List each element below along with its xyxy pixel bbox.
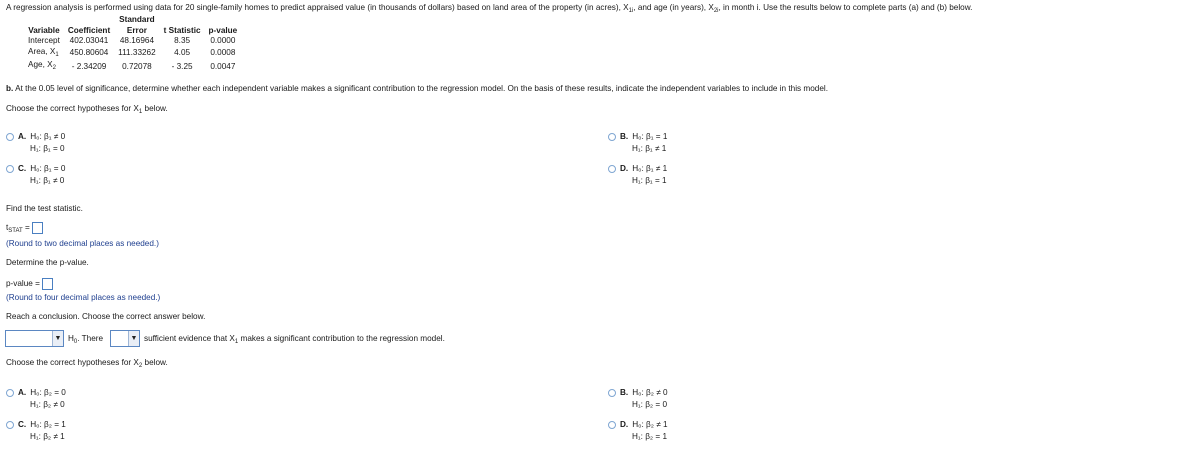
option-letter: B. [620, 388, 629, 397]
option-h1: H₁: β₁ = 0 [30, 144, 65, 153]
intro-sub-1: 1i [628, 8, 634, 14]
header-coefficient: Coefficient [67, 25, 111, 35]
x2-option-d[interactable] [608, 419, 668, 443]
find-stat-prompt: Find the test statistic. [6, 204, 83, 213]
intro-mid: , and age (in years), X [633, 3, 714, 12]
option-letter: D. [620, 420, 629, 429]
tail-text: sufficient evidence that X [144, 334, 235, 343]
table-row [24, 47, 241, 61]
option-h1: H₁: β₁ ≠ 0 [30, 176, 65, 185]
choose-x2-sub: 2 [138, 363, 143, 369]
tstat-input[interactable] [32, 222, 43, 234]
radio-button[interactable] [608, 133, 616, 141]
radio-button[interactable] [608, 165, 616, 173]
option-letter: A. [18, 132, 27, 141]
cell-variable [24, 36, 64, 47]
decision-dropdown[interactable] [5, 330, 64, 347]
option-h1: H₁: β₁ = 1 [632, 176, 667, 185]
h0-text: H [68, 334, 74, 343]
option-h0: H₀: β₂ = 1 [30, 420, 66, 429]
x2-option-b[interactable] [608, 387, 668, 411]
option-letter: C. [18, 420, 27, 429]
table-header-row [24, 26, 241, 37]
radio-button[interactable] [608, 389, 616, 397]
option-letter: C. [18, 164, 27, 173]
there-text: . There [77, 334, 104, 343]
chevron-down-icon: ▼ [52, 331, 63, 346]
header-variable: Variable [28, 25, 60, 35]
table-row [24, 60, 241, 74]
cell-t: 8.35 [174, 36, 191, 45]
option-letter: B. [620, 132, 629, 141]
cell-variable [24, 60, 64, 74]
pvalue-input[interactable] [42, 278, 53, 290]
part-b-text: At the 0.05 level of significance, determine whether each independent variable makes a significant contribution to the regression model. On the basis of these results, indicate the independent variables to include in this model. [13, 84, 828, 93]
option-h0: H₀: β₂ = 0 [30, 388, 66, 397]
cell-coef: 402.03041 [69, 36, 109, 45]
option-h1: H₁: β₂ ≠ 0 [30, 400, 65, 409]
option-h1: H₁: β₁ ≠ 1 [632, 144, 667, 153]
regression-table [24, 15, 241, 74]
cell-p: 0.0000 [210, 36, 236, 45]
tstat-label: t [6, 223, 9, 233]
pvalue-row [6, 278, 53, 290]
x1-option-d[interactable] [608, 163, 667, 187]
option-h1: H₁: β₂ ≠ 1 [30, 432, 65, 441]
x1-option-a[interactable] [6, 131, 65, 155]
cell-p: 0.0008 [210, 48, 236, 57]
tstat-sub: STAT [8, 228, 23, 235]
cell-variable [24, 47, 64, 61]
chevron-down-icon: ▼ [128, 331, 139, 346]
var-sub: 2 [52, 65, 56, 71]
radio-button[interactable] [6, 389, 14, 397]
h0-sub: 0 [73, 339, 78, 345]
intro-sub-2: 2i [713, 8, 719, 14]
conclusion-prompt: Reach a conclusion. Choose the correct answer below. [6, 312, 206, 321]
option-letter: A. [18, 388, 27, 397]
x2-option-c[interactable] [6, 419, 66, 443]
radio-button[interactable] [608, 421, 616, 429]
choose-x2-below: below. [142, 358, 168, 367]
pvalue-label: p-value = [6, 279, 40, 289]
option-h0: H₀: β₁ = 1 [632, 132, 668, 141]
tstat-eq: = [22, 223, 30, 233]
option-letter: D. [620, 164, 629, 173]
cell-t: 4.05 [174, 48, 191, 57]
header-standard: Standard [119, 15, 155, 24]
part-b-label: b. [6, 84, 14, 93]
determine-p-prompt: Determine the p-value. [6, 258, 89, 267]
round-four-note: (Round to four decimal places as needed.) [6, 293, 161, 302]
radio-button[interactable] [6, 421, 14, 429]
var-text: Age, X [28, 60, 53, 69]
var-text: Intercept [28, 36, 60, 45]
intro-text: A regression analysis is performed using data for 20 single-family homes to predict appraised value (in thousands of dollars) based on land area of the property (in acres), X [6, 3, 629, 12]
choose-x1-sub: 1 [138, 109, 143, 115]
option-h0: H₀: β₂ ≠ 0 [632, 388, 668, 397]
table-header-row-top [24, 15, 241, 26]
header-error: Error [126, 25, 147, 35]
choose-x1-text: Choose the correct hypotheses for X [6, 104, 139, 113]
tail-sub: 1 [234, 339, 239, 345]
problem-intro [6, 3, 972, 14]
x1-option-c[interactable] [6, 163, 65, 187]
radio-button[interactable] [6, 165, 14, 173]
option-h0: H₀: β₁ ≠ 1 [632, 164, 668, 173]
evidence-dropdown[interactable] [110, 330, 140, 347]
radio-button[interactable] [6, 133, 14, 141]
header-t-statistic: t Statistic [163, 25, 201, 35]
round-two-note: (Round to two decimal places as needed.) [6, 239, 159, 248]
cell-coef: - 2.34209 [71, 61, 107, 71]
x2-option-a[interactable] [6, 387, 66, 411]
tail-end: makes a significant contribution to the regression model. [238, 334, 445, 343]
choose-x1-below: below. [142, 104, 168, 113]
tstat-row [6, 222, 43, 234]
table-row [24, 36, 241, 47]
x1-option-b[interactable] [608, 131, 667, 155]
choose-x2-prompt [6, 358, 168, 369]
cell-t: - 3.25 [171, 61, 193, 71]
option-h0: H₀: β₂ ≠ 1 [632, 420, 668, 429]
var-text: Area, X [28, 46, 56, 56]
cell-se: 0.72078 [122, 61, 152, 71]
header-p-value: p-value [208, 25, 238, 35]
part-b-instructions [6, 84, 828, 93]
cell-coef: 450.80604 [69, 48, 109, 57]
option-h0: H₀: β₁ = 0 [30, 164, 66, 173]
var-sub: 1 [55, 51, 59, 58]
option-h0: H₀: β₁ ≠ 0 [30, 132, 66, 141]
option-h1: H₁: β₂ = 0 [632, 400, 667, 409]
cell-se: 48.16964 [119, 36, 154, 45]
choose-x2-text: Choose the correct hypotheses for X [6, 358, 139, 367]
intro-end: , in month i. Use the results below to complete parts (a) and (b) below. [718, 3, 973, 12]
cell-se: 111.33262 [118, 48, 156, 57]
option-h1: H₁: β₂ = 1 [632, 432, 667, 441]
conclusion-tail [144, 334, 445, 345]
cell-p: 0.0047 [210, 61, 236, 71]
conclusion-h0 [68, 334, 103, 345]
choose-x1-prompt [6, 104, 168, 115]
